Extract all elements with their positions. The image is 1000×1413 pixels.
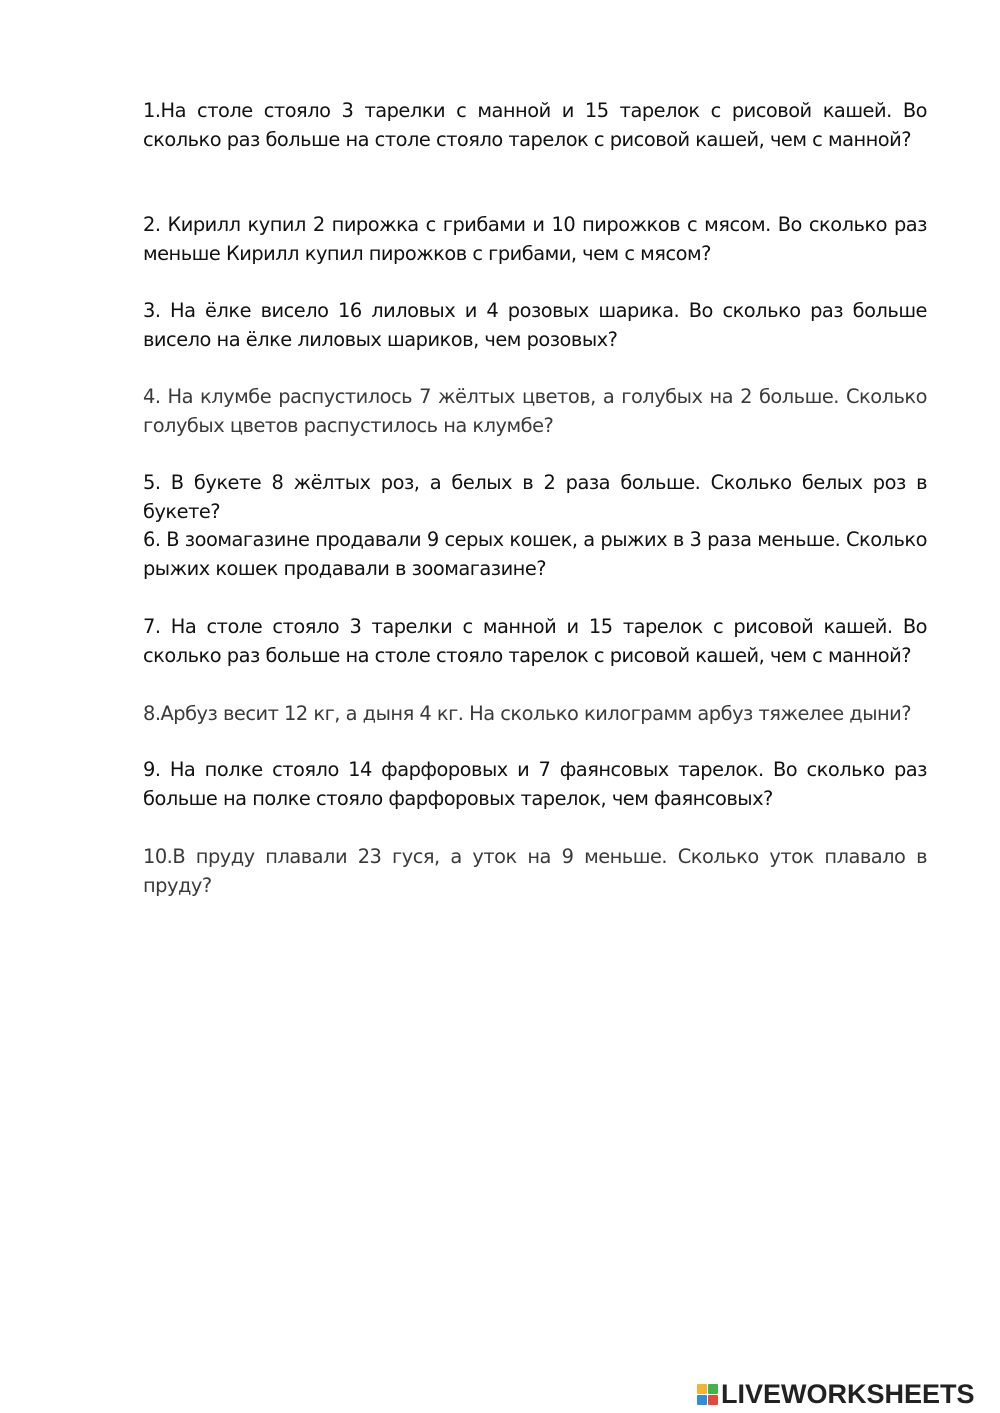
liveworksheets-logo-icon [697, 1384, 718, 1405]
problem-2: 2. Кирилл купил 2 пирожка с грибами и 10 пирожков с мясом. Во сколько раз меньше Кирилл купил пирожков с грибами, чем с мясом? [143, 213, 927, 265]
logo-icon-square-4 [708, 1395, 718, 1405]
problem-3: 3. На ёлке висело 16 лиловых и 4 розовых шарика. Во сколько раз больше висело на ёлке лиловых шариков, чем розовых? [143, 299, 927, 351]
problem-5: 5. В букете 8 жёлтых роз, а белых в 2 раза больше. Сколько белых роз в букете? [143, 471, 927, 523]
problem-4: 4. На клумбе распустилось 7 жёлтых цветов, а голубых на 2 больше. Сколько голубых цветов распустилось на клумбе? [143, 385, 927, 437]
liveworksheets-logo [697, 1379, 975, 1409]
problem-9: 9. На полке стояло 14 фарфоровых и 7 фаянсовых тарелок. Во сколько раз больше на полке стояло фарфоровых тарелок, чем фаянсовых? [143, 758, 927, 810]
liveworksheets-logo-text: LIVEWORKSHEETS [721, 1379, 975, 1409]
problem-1: 1.На столе стояло 3 тарелки с манной и 15 тарелок с рисовой кашей. Во сколько раз больше на столе стояло тарелок с рисовой кашей, чем с манной? [143, 99, 927, 151]
problem-8: 8.Арбуз весит 12 кг, а дыня 4 кг. На сколько килограмм арбуз тяжелее дыни? [143, 702, 912, 725]
problem-7: 7. На столе стояло 3 тарелки с манной и 15 тарелок с рисовой кашей. Во сколько раз больше на столе стояло тарелок с рисовой кашей, чем с манной? [143, 615, 927, 667]
problem-10: 10.В пруду плавали 23 гуся, а уток на 9 меньше. Сколько уток плавало в пруду? [143, 845, 927, 897]
logo-icon-square-2 [708, 1384, 718, 1394]
problem-6: 6. В зоомагазине продавали 9 серых кошек, а рыжих в 3 раза меньше. Сколько рыжих кошек продавали в зоомагазине? [143, 528, 927, 580]
logo-icon-square-3 [697, 1395, 707, 1405]
logo-icon-square-1 [697, 1384, 707, 1394]
